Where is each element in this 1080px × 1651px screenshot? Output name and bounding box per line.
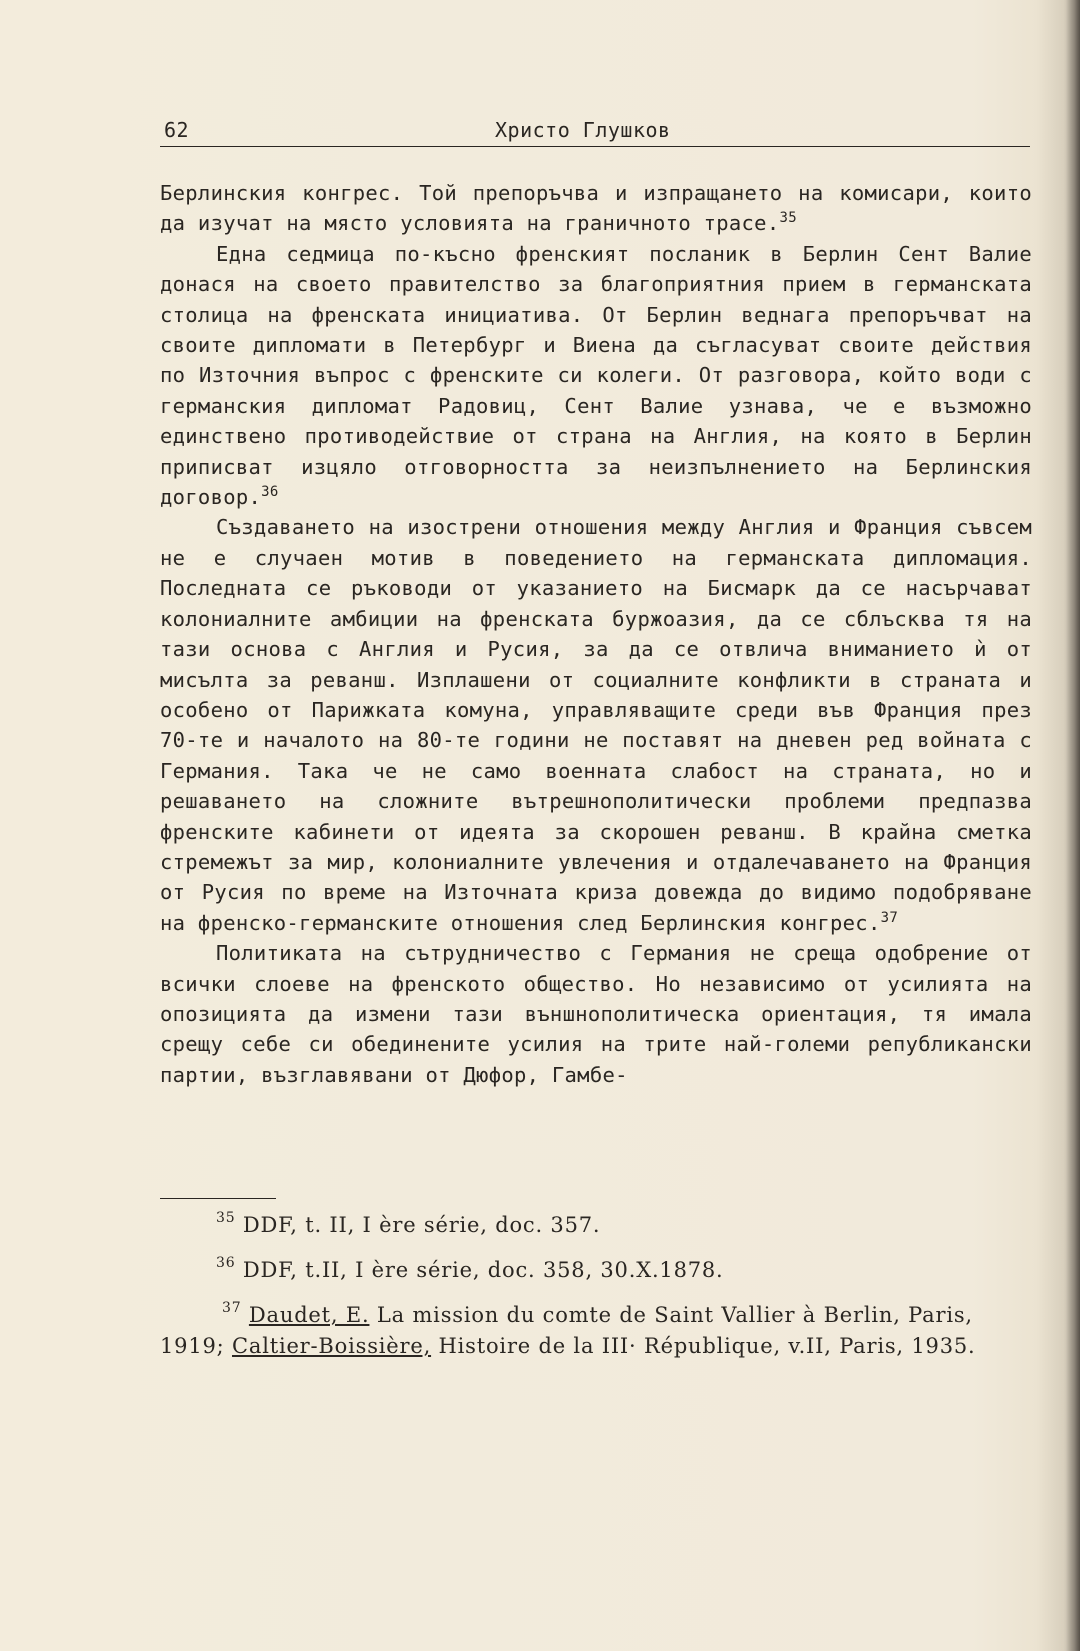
footnote-text: La mission du comte de Saint Vallier à Berlin, Paris, 1919; <box>160 1303 973 1358</box>
paragraph-3 <box>160 512 1032 938</box>
footnote-text: DDF, t.II, I ère série, doc. 358, 30.X.1878. <box>242 1258 724 1282</box>
page-number: 62 <box>164 118 190 142</box>
paragraph-1-text: Берлинския конгрес. Той препоръчва и изпращането на комисари, които да изучат на място условията на граничното трасе. <box>160 181 1032 236</box>
footnote-number: 36 <box>216 1255 236 1271</box>
footnote-ref-35: 35 <box>779 210 797 227</box>
footnote-number: 35 <box>216 1210 236 1226</box>
footnote-ref-37: 37 <box>880 909 899 926</box>
footnote-35 <box>160 1210 1032 1241</box>
footnote-author: Daudet, E. <box>248 1303 370 1327</box>
footnote-37 <box>160 1300 1032 1362</box>
footnote-36 <box>160 1255 1032 1286</box>
footnote-text: DDF, t. II, I ère série, doc. 357. <box>242 1213 601 1237</box>
paragraph-4-text: Политиката на сътрудничество с Германия не среща одобрение от всички слоеве на френското общество. Но независимо от усилията на опозицията да измени тази външнополитическа ориентация, тя имала срещу себе си обединените усилия на трите най-големи републикански партии, възглавявани от Дюфор, Гамбе- <box>160 941 1032 1087</box>
footnote-divider <box>160 1198 276 1199</box>
footnote-ref-36: 36 <box>261 484 279 501</box>
paragraph-2 <box>160 239 1032 513</box>
paragraph-3-text: Създаването на изострени отношения между Англия и Франция съвсем не е случаен мотив в поведението на германската дипломация. Последната се ръководи от указанието на Бисмарк да се насърчават колониалните амбиции на френската буржоазия, да се сблъсква тя на тази основа с Англия и Русия, за да се отвлича вниманието ѝ от мисълта за реванш. Изплашени от социалните конфликти в страната и особено от Парижката комуна, управляващите среди във Франция през 70-те и началото на 80-те години не поставят на дневен ред войната с Германия. Така че не само военната слабост на страната, но и решаването на сложните вътрешнополитически проблеми предпазва френските кабинети от идеята за скорошен реванш. В крайна сметка стремежът за мир, колониалните увлечения и отдалечаването на Франция от Русия по време на Източната криза довежда до видимо подобряване на френско-германските отношения след Берлинския конгрес. <box>160 515 1032 935</box>
paragraph-1 <box>160 178 1032 239</box>
running-title: Христо Глушков <box>495 118 671 142</box>
paragraph-4 <box>160 938 1032 1090</box>
footnote-author: Caltier-Boissière, <box>232 1334 432 1358</box>
page-header <box>160 116 1030 147</box>
paragraph-2-text: Една седмица по-късно френският посланик в Берлин Сент Валие донася на своето правителство за благоприятния прием в германската столица на френската инициатива. От Берлин веднага препоръчват на своите дипломати в Петербург и Виена да съгласуват своите действия по Източния въпрос с френските си колеги. От разговора, който води с германския дипломат Радовиц, Сент Валие узнава, че е възможно единствено противодействие от страна на Англия, на която в Берлин приписват изцяло отговорността за неизпълнението на Берлинския договор. <box>160 241 1032 510</box>
footnote-text: Histoire de la III· République, v.II, Paris, 1935. <box>431 1334 976 1358</box>
page-edge-shadow <box>1066 0 1080 1651</box>
body-text <box>160 178 1032 1090</box>
footnote-number: 37 <box>222 1300 242 1316</box>
footnotes <box>160 1210 1032 1376</box>
